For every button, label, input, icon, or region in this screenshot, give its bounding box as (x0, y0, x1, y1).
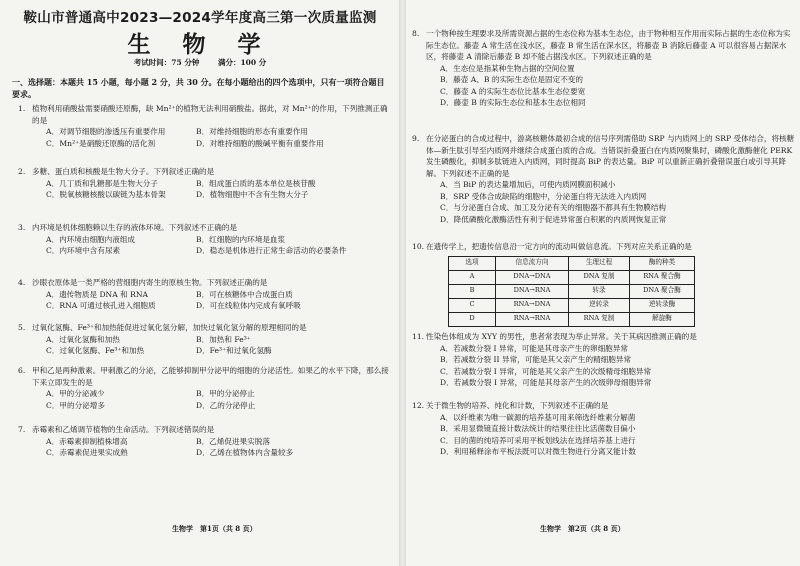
table-row (449, 270, 695, 284)
question-number: 6. (18, 366, 26, 375)
option: B．SRP 受体合成缺陷的细胞中，分泌蛋白将无法进入内质网 (440, 191, 647, 201)
page-fold (399, 0, 406, 566)
question-stem: 在遗传学上，把遗传信息沿一定方向的流动叫做信息流。下列对应关系正确的是 (426, 242, 692, 251)
option: D．可在线粒体内完成有氧呼吸 (196, 301, 301, 310)
option: A．几丁质和乳糖都是生物大分子 (46, 178, 158, 188)
table-header-cell: 信息流方向 (496, 256, 569, 270)
option: D．藤壶 B 的实际生态位和基本生态位相同 (440, 98, 586, 107)
question-6 (18, 365, 392, 411)
question-number: 8. (412, 29, 420, 38)
option: D．对维持细胞的酸碱平衡有重要作用 (196, 138, 324, 148)
question-number: 4. (18, 278, 26, 287)
option: D．Fe³⁺和过氧化氢酶 (196, 346, 272, 355)
table-cell: B (449, 284, 496, 298)
option: C．甲的分泌增多 (46, 400, 105, 410)
option: C．脱氧核糖核酸以碳链为基本骨架 (46, 190, 166, 199)
table-cell: 解旋酶 (630, 312, 695, 326)
question-stem: 一个物种按生理要求及所需资源占据的生态位称为基本生态位，由于物种相互作用而实际占据的生态位称为实际生态位。藤壶 A 常生活在浅水区，藤壶 B 常生活在深水区，将藤壶 B 消除后藤壶 A 可以很容易占据深水区，将藤壶 A 清除后藤壶 B 却不能占据浅水区。下列叙述正确的是 (426, 29, 791, 61)
question-number: 10. (412, 242, 425, 251)
option: B．采用显微镜直接计数法统计的结果往往比活菌数目偏小 (440, 424, 636, 433)
option: B．甲的分泌停止 (196, 389, 255, 398)
question-12 (412, 400, 796, 458)
option: B．若减数分裂 II 异常，可能是其父亲产生的精细胞异常 (440, 355, 632, 364)
table-cell: 逆转录酶 (630, 298, 695, 312)
question-5 (18, 322, 392, 357)
option: C．Mn²⁺是硝酸还原酶的活化剂 (46, 138, 156, 148)
question-11 (412, 331, 796, 389)
table-cell: RNA 聚合酶 (630, 270, 695, 284)
option: C．藤壶 A 的实际生态位比基本生态位要宽 (440, 86, 586, 96)
options (426, 343, 796, 389)
subject-heading: 生 物 学 (127, 32, 273, 58)
question-stem: 甲和乙是两种激素。甲刺激乙的分泌，乙能够抑制甲分泌甲的细胞的分泌活性。如果乙的水平下降，那么接下来立即发生的是 (32, 366, 389, 387)
option: D．若减数分裂 I 异常，可能是其母亲产生的次级卵母细胞异常 (440, 378, 652, 387)
question-number: 5. (18, 323, 26, 332)
question-number: 3. (18, 223, 26, 232)
question-number: 11. (412, 332, 425, 341)
option: B．藤壶 A、B 的实际生态位是固定不变的 (440, 75, 583, 84)
table-cell: DNA→RNA (496, 284, 569, 298)
option: A．内环境由细胞内液组成 (46, 234, 136, 244)
option: D．植物细胞中不含有生物大分子 (196, 190, 309, 199)
table-cell: DNA 聚合酶 (630, 284, 695, 298)
option: C．若减数分裂 I 异常，可能是其父亲产生的次级精母细胞异常 (440, 366, 652, 376)
exam-title: 鞍山市普通高中2023—2024学年度高三第一次质量监测 (23, 10, 377, 26)
section-heading: 一、选择题：本题共 15 小题，每小题 2 分，共 30 分。在每小题给出的四个选项中，只有一项符合题目要求。 (12, 77, 385, 99)
option: D．乙烯在植物体内含量较多 (196, 448, 294, 457)
exam-info (0, 57, 400, 68)
question-stem: 在分泌蛋白的合成过程中，游离核糖体最初合成的信号序列需借助 SRP 与内质网上的 SRP 受体结合，将核糖体—新生肽引导至内质网并继续合成蛋白质的合成。当错误折叠蛋白在内质网聚集时，磷酸化激酶催化 PERK 发生磷酸化，抑制多肽链进入内质网，同时提高 BiP 的表达量。BiP 可以重新正确折叠错误蛋白或引导其降解。下列叙述不正确的是 (426, 134, 795, 178)
question-1 (18, 103, 392, 149)
table-cell: 逆转录 (569, 298, 630, 312)
question-number: 12. (412, 401, 425, 410)
options (32, 234, 392, 257)
page-footer: 生物学 第1页（共 8 页） (172, 524, 257, 533)
table-cell: DNA 复制 (569, 270, 630, 284)
options (32, 126, 392, 149)
question-stem: 关于微生物的培养、纯化和计数，下列叙述不正确的是 (426, 401, 609, 410)
options (32, 388, 392, 411)
table-row (449, 298, 695, 312)
table-header-row (449, 256, 695, 270)
question-3 (18, 222, 392, 257)
question-stem: 性染色体组成为 XYY 的男性，患者常表现为举止异常。关于其病因推测正确的是 (426, 332, 697, 341)
table-cell: RNA→DNA (496, 298, 569, 312)
question-stem: 赤霉素和乙烯调节植物的生命活动。下列叙述错误的是 (32, 425, 215, 434)
option: D．稳态是机体进行正常生命活动的必要条件 (196, 246, 347, 255)
option: B．加热和 Fe³⁺ (196, 334, 251, 344)
option: A．甲的分泌减少 (46, 389, 105, 398)
right-page (406, 0, 800, 566)
question-7 (18, 424, 392, 459)
question-10 (412, 241, 796, 327)
question-2 (18, 166, 392, 201)
page-footer: 生物学 第2页（共 8 页） (540, 524, 625, 533)
answer-table (448, 256, 695, 327)
option: A．若减数分裂 I 异常，可能是其母亲产生的卵细胞异常 (440, 343, 628, 353)
question-4 (18, 277, 392, 312)
exam-time: 考试时间：75 分钟 (133, 58, 200, 67)
question-9 (412, 133, 796, 225)
question-number: 2. (18, 167, 26, 176)
options (32, 334, 392, 357)
options (426, 179, 796, 225)
option: C．内环境中含有尿素 (46, 246, 121, 255)
table-header-cell: 酶的种类 (630, 256, 695, 270)
option: A．以纤维素为唯一碳源的培养基可用来筛选纤维素分解菌 (440, 412, 636, 422)
table-header-cell: 生理过程 (569, 256, 630, 270)
option: B．红细胞的内环境是血浆 (196, 234, 286, 244)
option: D．乙的分泌停止 (196, 400, 256, 410)
question-stem: 植物利用硝酸盐需要硝酸还原酶，缺 Mn²⁺的植物无法利用硝酸盐。据此，对 Mn²⁺的作用，下列推测正确的是 (32, 104, 388, 125)
question-number: 9. (412, 134, 420, 143)
table-row (449, 312, 695, 326)
option: B．可在核糖体中合成蛋白质 (196, 289, 293, 299)
option: C．赤霉素促进果实成熟 (46, 448, 128, 457)
options (426, 63, 796, 109)
table-cell: RNA 复制 (569, 312, 630, 326)
table-cell: D (449, 312, 496, 326)
full-score: 满分：100 分 (217, 58, 267, 67)
option: B．组成蛋白质的基本单位是核苷酸 (196, 178, 316, 188)
option: A．遗传物质是 DNA 和 RNA (46, 289, 148, 299)
question-stem: 过氧化氢酶、Fe³⁺和加热能促进过氧化氢分解，加快过氧化氢分解的原理相同的是 (32, 323, 307, 332)
table-cell: A (449, 270, 496, 284)
option: C．与分泌蛋白合成、加工及分泌有关的细胞器不都具有生物膜结构 (440, 203, 667, 212)
options (32, 436, 392, 459)
question-8 (412, 28, 796, 109)
table-cell: DNA→DNA (496, 270, 569, 284)
option: D．降低磷酸化激酶活性有利于促进异常蛋白积累的内质网恢复正常 (440, 214, 667, 224)
question-stem: 沙眼衣原体是一类严格的营细胞内寄生的原核生物。下列叙述正确的是 (32, 278, 268, 287)
option: A．对调节细胞的渗透压有重要作用 (46, 127, 166, 136)
question-number: 7. (18, 425, 26, 434)
options (32, 289, 392, 312)
option: C．过氧化氢酶、Fe³⁺和加热 (46, 346, 145, 355)
option: A．赤霉素抑制植株增高 (46, 436, 128, 446)
table-row (449, 284, 695, 298)
options (426, 412, 796, 458)
option: D．利用稀释涂布平板法既可以对微生物进行分离又能计数 (440, 447, 636, 456)
option: A．过氧化氢酶和加热 (46, 334, 120, 344)
table-cell: RNA→RNA (496, 312, 569, 326)
option: A．生态位是指某种生物占据的空间位置 (440, 63, 575, 73)
table-cell: 转录 (569, 284, 630, 298)
option: C．RNA 可通过核孔进入细胞质 (46, 301, 156, 310)
table-header-cell: 选项 (449, 256, 496, 270)
option: B．乙烯促进果实脱落 (196, 436, 270, 446)
option: A．当 BiP 的表达量增加后，可使内质网膜面积减小 (440, 180, 616, 189)
question-stem: 内环境是机体细胞赖以生存的液体环境。下列叙述不正确的是 (32, 223, 238, 232)
question-stem: 多糖、蛋白质和核酸是生物大分子。下列叙述正确的是 (32, 167, 215, 176)
options (32, 178, 392, 201)
option: C．目的菌的纯培养可采用平板划线法在选择培养基上进行 (440, 435, 636, 445)
option: B．对维持细胞的形态有重要作用 (196, 127, 308, 136)
question-number: 1. (18, 104, 26, 113)
table-cell: C (449, 298, 496, 312)
